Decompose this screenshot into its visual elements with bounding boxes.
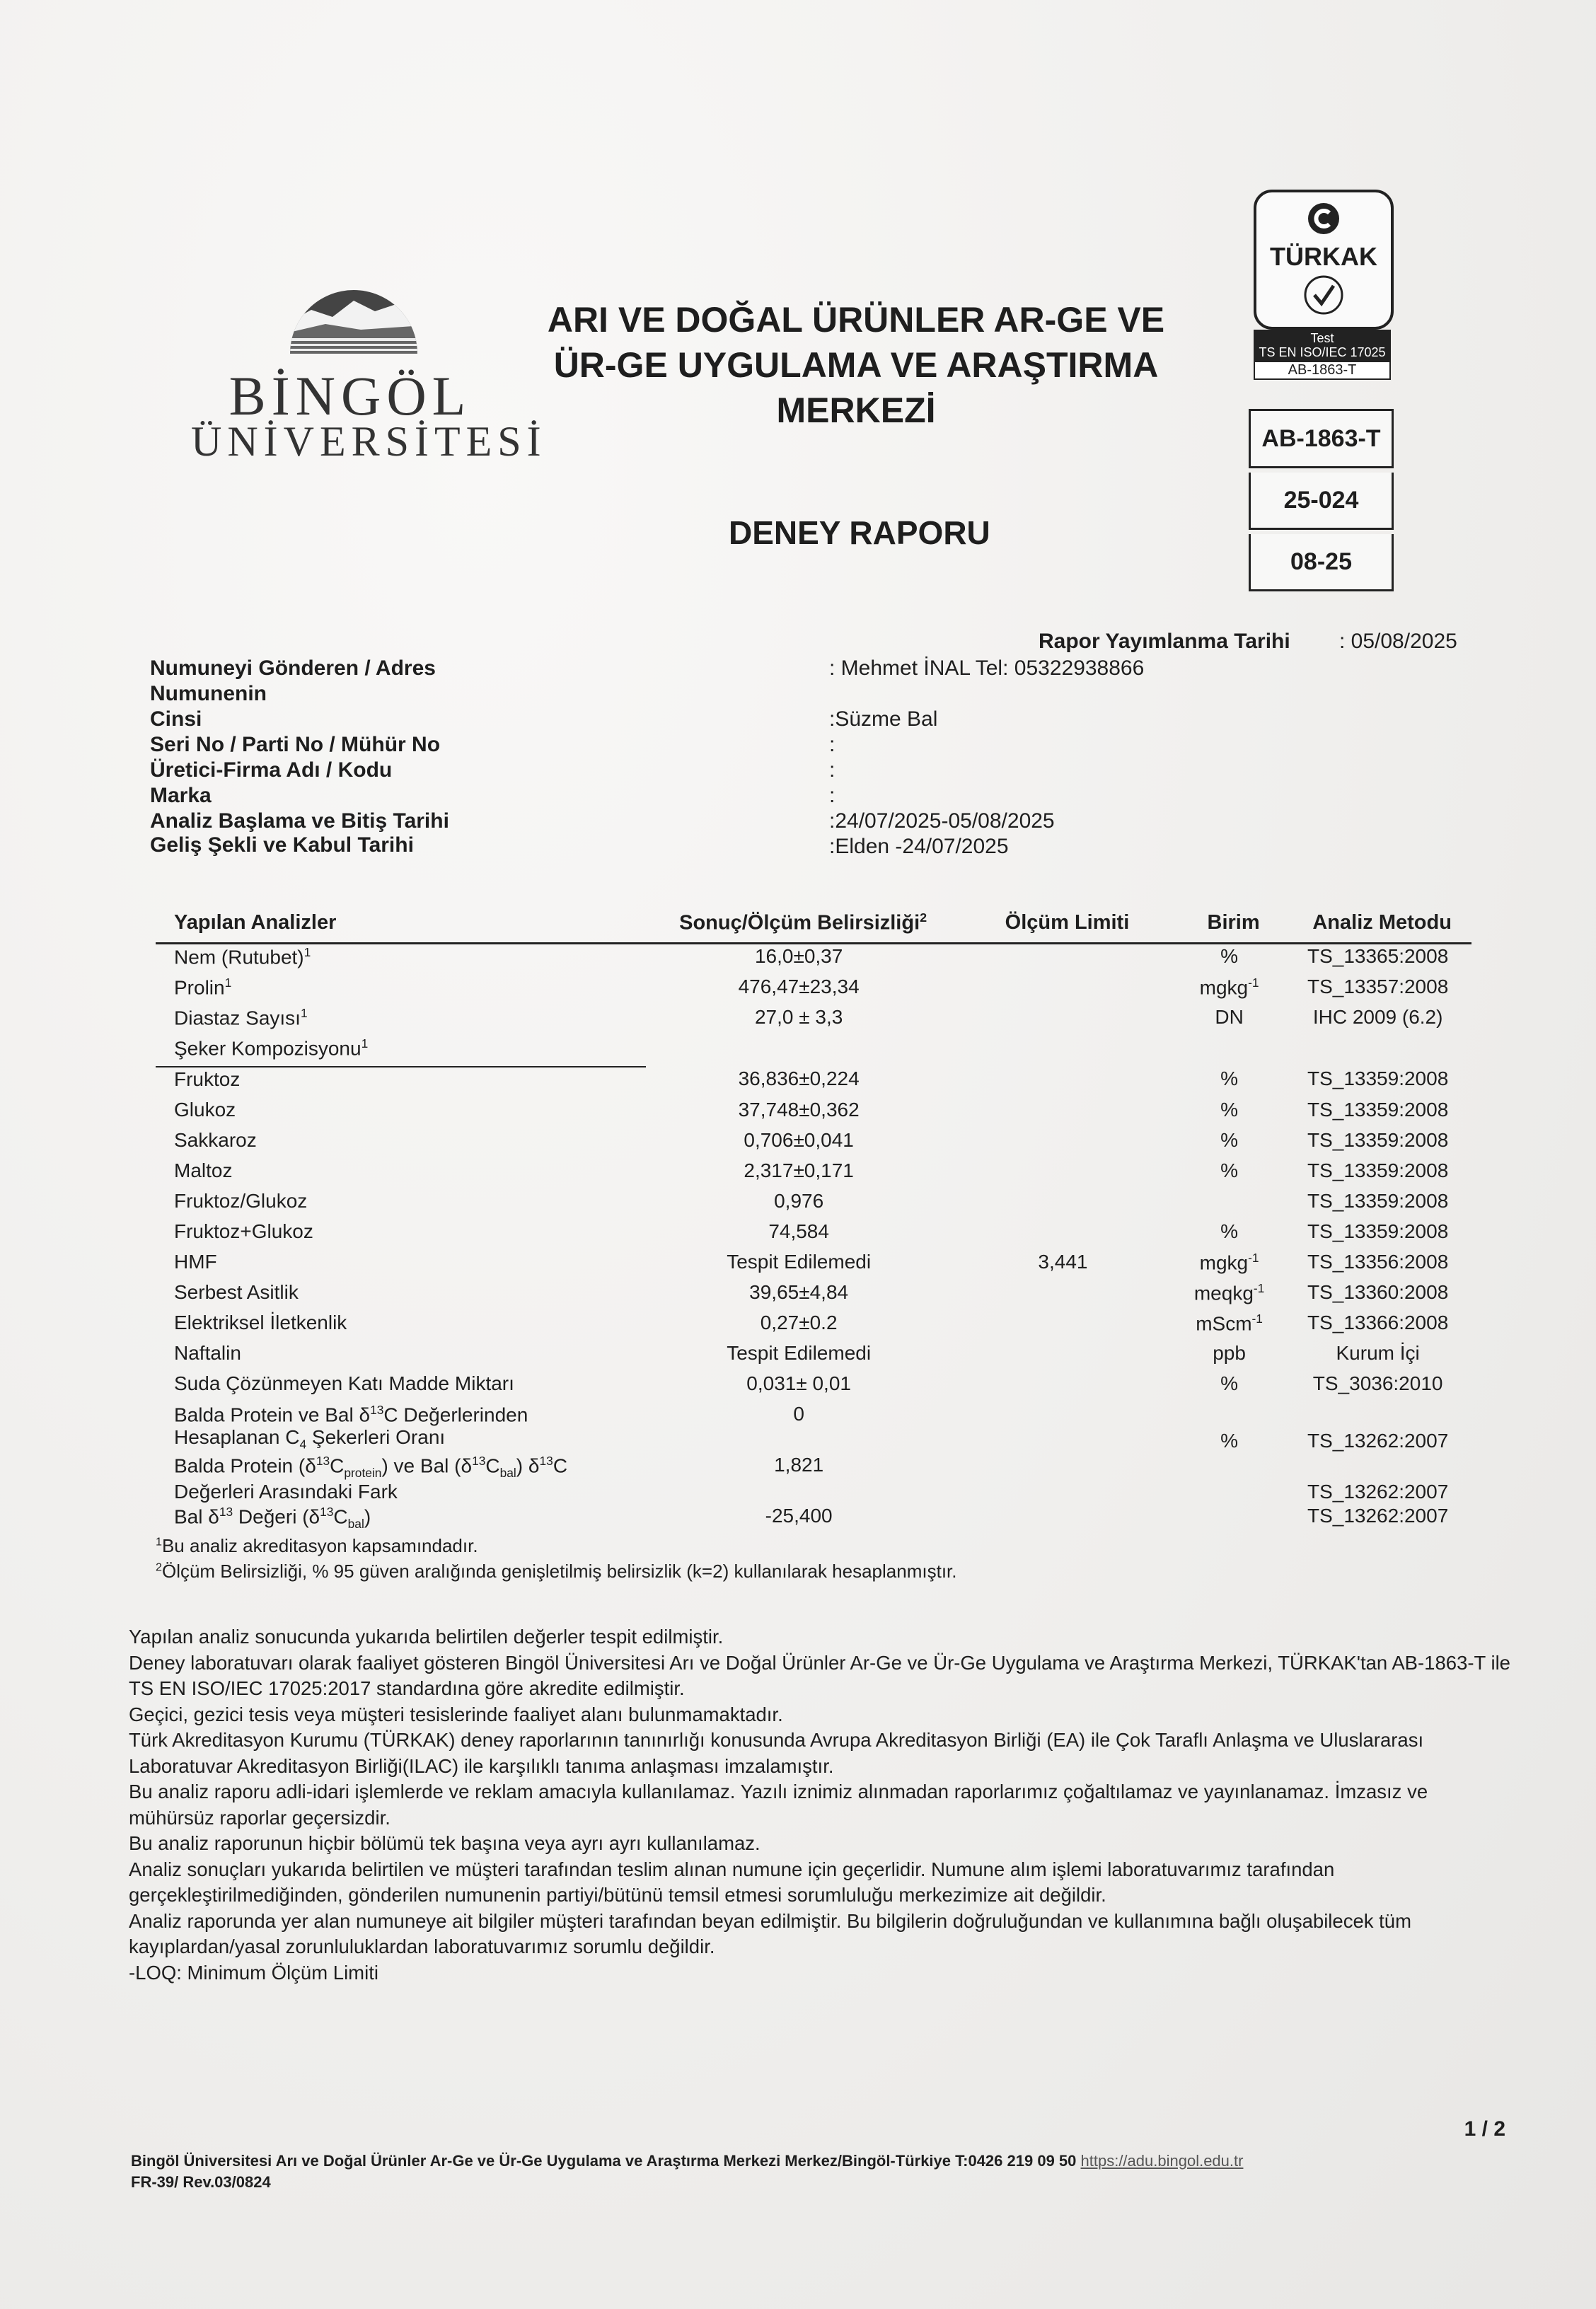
cell-unit <box>1174 1189 1284 1220</box>
cell-limit <box>952 1098 1174 1128</box>
cell-unit: DN <box>1215 1006 1244 1028</box>
info-label-producer: Üretici-Firma Adı / Kodu <box>150 758 393 782</box>
cell-unit: % <box>1220 1067 1239 1089</box>
mountain-logo-icon <box>283 283 424 361</box>
cell-unit: % <box>1220 1220 1239 1242</box>
analysis-table-body <box>156 944 1471 1585</box>
cell-method: TS_13359:2008 <box>1307 1220 1449 1242</box>
table-row <box>156 975 1471 1005</box>
cell-method: TS_13262:2007 <box>1307 1480 1449 1503</box>
col-header-unit: Birim <box>1174 907 1284 944</box>
cell-limit <box>952 1311 1174 1341</box>
center-title-line1: ARI VE DOĞAL ÜRÜNLER AR-GE VE <box>547 300 1165 340</box>
issue-date-label: Rapor Yayımlanma Tarihi <box>1039 630 1290 653</box>
check-mark-icon <box>1302 274 1345 316</box>
cell-unit: % <box>1220 1129 1239 1151</box>
cell-method: TS_13262:2007 <box>1307 1504 1449 1527</box>
cell-result: 2,317±0,171 <box>744 1159 854 1181</box>
cell-limit <box>952 1189 1174 1220</box>
cell-result: 0,976 <box>774 1190 824 1212</box>
cell-result: Tespit Edilemedi <box>727 1342 872 1364</box>
cell-limit <box>952 1280 1174 1311</box>
cell-analysis-name: Şeker Kompozisyonu$^1$ <box>156 1036 646 1067</box>
table-row <box>156 1159 1471 1189</box>
footer-form-code: FR-39/ Rev.03/0824 <box>131 2173 271 2191</box>
table-row <box>156 1036 1471 1067</box>
note-paragraph: Analiz sonuçları yukarıda belirtilen ve müşteri tarafından teslim alınan numune için geçerlidir. Numune alım işlemi laboratuvarımız tarafından gerçekleştirilmediğinden, gönderilen numunenin partiyi/bütünü temsil etmesi sorumluluğu merkezimize ait değildir. <box>129 1858 1335 1906</box>
cell-analysis-name: Elektriksel İletkenlik <box>174 1312 347 1333</box>
cell-analysis-name: HMF <box>174 1251 217 1273</box>
info-label-serial: Seri No / Parti No / Mühür No <box>150 733 441 756</box>
cell-analysis-name: Fruktoz+Glukoz <box>174 1220 313 1242</box>
table-row <box>156 1220 1471 1250</box>
info-label-sample: Numunenin <box>150 682 267 705</box>
info-label-analysis-dates: Analiz Başlama ve Bitiş Tarihi <box>150 809 449 833</box>
cell-unit: mgkg$^{-1}$ <box>1199 976 1259 999</box>
accreditation-mark-icon <box>1306 201 1341 236</box>
cell-method: TS_13357:2008 <box>1307 976 1449 997</box>
report-title: DENEY RAPORU <box>729 514 990 551</box>
cell-analysis-name: Sakkaroz <box>174 1129 257 1151</box>
info-value-arrival: :Elden -24/07/2025 <box>829 835 1009 858</box>
note-paragraph: Bu analiz raporu adli-idari işlemlerde ve reklam amacıyla kullanılamaz. Yazılı iznimiz alınmadan raporlarımız çoğaltılamaz ve yayınlanamaz. İmzasız ve mühürsüz raporlar geçersizdir. <box>129 1781 1428 1829</box>
cell-method: TS_13359:2008 <box>1307 1067 1449 1089</box>
cell-unit: % <box>1220 1429 1239 1452</box>
cell-unit: % <box>1220 945 1239 967</box>
cell-result: 1,821 <box>774 1453 824 1476</box>
turkak-logo <box>1254 190 1394 330</box>
cell-result: -25,400 <box>765 1504 833 1527</box>
cell-limit <box>952 1504 1174 1534</box>
university-logo <box>191 283 547 474</box>
center-title-line2: ÜR-GE UYGULAMA VE ARAŞTIRMA <box>553 345 1159 385</box>
table-row <box>156 1453 1471 1504</box>
cell-result: 27,0 ± 3,3 <box>754 1006 843 1028</box>
footer-website-link[interactable]: https://adu.bingol.edu.tr <box>1080 2152 1244 2170</box>
cell-result: 476,47±23,34 <box>738 976 860 997</box>
info-value-producer: : <box>829 758 835 782</box>
cell-analysis-name: Maltoz <box>174 1159 233 1181</box>
cell-method: TS_3036:2010 <box>1312 1372 1443 1394</box>
footnote-2: $^2$Ölçüm Belirsizliği, % 95 güven aralığında genişletilmiş belirsizlik (k=2) kullanılarak hesaplanmıştır. <box>156 1560 957 1582</box>
cell-limit <box>952 975 1174 1005</box>
table-header-row <box>156 907 1471 944</box>
cell-unit: mScm$^{-1}$ <box>1196 1312 1263 1335</box>
issue-date-value: : 05/08/2025 <box>1339 630 1457 653</box>
cell-unit <box>1174 1504 1284 1534</box>
cell-unit: ppb <box>1213 1342 1246 1364</box>
cell-limit <box>952 1372 1174 1402</box>
info-value-brand: : <box>829 784 835 807</box>
cell-unit: mgkg$^{-1}$ <box>1199 1251 1259 1274</box>
turkak-standard-label: TS EN ISO/IEC 17025 <box>1259 345 1386 359</box>
cell-result <box>646 1036 952 1067</box>
table-row <box>156 1280 1471 1311</box>
cell-method: TS_13356:2008 <box>1307 1251 1449 1273</box>
table-row <box>156 1067 1471 1098</box>
note-paragraph: Bu analiz raporunun hiçbir bölümü tek başına veya ayrı ayrı kullanılamaz. <box>129 1832 761 1854</box>
cell-limit <box>952 1402 1174 1453</box>
report-number: 25-024 <box>1249 473 1394 530</box>
note-paragraph: Deney laboratuvarı olarak faaliyet gösteren Bingöl Üniversitesi Arı ve Doğal Ürünler Ar-Ge ve Ür-Ge Uygulama ve Araştırma Merkezi, TÜRKAK'tan AB-1863-T ile TS EN ISO/IEC 17025:2017 standardına göre akredite edilmiştir. <box>129 1651 1510 1699</box>
cell-method: TS_13359:2008 <box>1307 1129 1449 1151</box>
cell-method: Kurum İçi <box>1336 1342 1420 1364</box>
cell-analysis-name: Prolin$^1$ <box>174 976 232 999</box>
info-label-type: Cinsi <box>150 707 202 731</box>
cell-result: 36,836±0,224 <box>738 1067 860 1089</box>
cell-analysis-name: Suda Çözünmeyen Katı Madde Miktarı <box>174 1372 514 1394</box>
cell-analysis-name: Serbest Asitlik <box>174 1281 299 1303</box>
table-row <box>156 1005 1471 1036</box>
cell-result: Tespit Edilemedi <box>727 1251 872 1273</box>
cell-analysis-name: Fruktoz/Glukoz <box>174 1190 308 1212</box>
report-notes <box>129 1624 1515 1986</box>
cell-limit <box>952 944 1174 976</box>
note-paragraph: Yapılan analiz sonucunda yukarıda belirtilen değerler tespit edilmiştir. <box>129 1626 724 1648</box>
table-row <box>156 1341 1471 1372</box>
cell-unit <box>1174 1036 1284 1067</box>
cell-method <box>1284 1036 1471 1067</box>
info-label-arrival: Geliş Şekli ve Kabul Tarihi <box>150 833 414 857</box>
turkak-test-strip <box>1254 330 1391 361</box>
col-header-analysis: Yapılan Analizler <box>156 907 646 944</box>
cell-method: TS_13359:2008 <box>1307 1159 1449 1181</box>
cell-method: TS_13262:2007 <box>1307 1429 1449 1452</box>
note-paragraph: Türk Akreditasyon Kurumu (TÜRKAK) deney raporlarının tanınırlığı konusunda Avrupa Akreditasyon Birliği (EA) ile Çok Taraflı Anlaşma ve Uluslararası Laboratuvar Akreditasyon Birliği(ILAC) ile karşılıklı tanıma anlaşması imzalamıştır. <box>129 1729 1424 1777</box>
table-row <box>156 1311 1471 1341</box>
cell-limit <box>952 1220 1174 1250</box>
cell-unit: % <box>1220 1159 1239 1181</box>
cell-result: 74,584 <box>768 1220 829 1242</box>
report-month-code: 08-25 <box>1249 534 1394 591</box>
cell-result: 39,65±4,84 <box>749 1281 849 1303</box>
table-row <box>156 1402 1471 1453</box>
cell-analysis-name: Glukoz <box>174 1099 236 1121</box>
cell-result: 0 <box>793 1403 804 1425</box>
university-name-line2: ÜNİVERSİTESİ <box>191 418 547 465</box>
cell-result: 16,0±0,37 <box>754 945 843 967</box>
col-header-limit: Ölçüm Limiti <box>952 907 1174 944</box>
cell-result: 37,748±0,362 <box>738 1099 860 1121</box>
note-paragraph: Analiz raporunda yer alan numuneye ait bilgiler müşteri tarafından beyan edilmiştir. Bu bilgilerin doğruluğundan ve kullanımına bağlı oluşabilecek tüm kayıplardan/yasal zorunluluklardan laboratuvarımız sorumlu değildir. <box>129 1909 1411 1957</box>
table-row <box>156 1504 1471 1534</box>
page-footer <box>131 2151 1243 2193</box>
cell-limit <box>952 1453 1174 1504</box>
table-row <box>156 1372 1471 1402</box>
cell-limit <box>952 1005 1174 1036</box>
info-value-sender: : Mehmet İNAL Tel: 05322938866 <box>829 656 1145 680</box>
col-header-result: Sonuç/Ölçüm Belirsizliği$^2$ <box>646 907 952 944</box>
info-label-sender: Numuneyi Gönderen / Adres <box>150 656 436 680</box>
center-title-line3: MERKEZİ <box>776 390 936 430</box>
note-paragraph: Geçici, gezici tesis veya müşteri tesislerinde faaliyet alanı bulunmamaktadır. <box>129 1703 783 1725</box>
cell-method: IHC 2009 (6.2) <box>1312 1006 1443 1028</box>
cell-limit <box>952 1128 1174 1159</box>
table-row <box>156 1189 1471 1220</box>
cell-method: TS_13360:2008 <box>1307 1281 1449 1303</box>
cell-analysis-name: Nem (Rutubet)$^1$ <box>174 945 311 968</box>
info-value-type: :Süzme Bal <box>829 707 938 731</box>
table-row <box>156 944 1471 976</box>
info-value-serial: : <box>829 733 835 756</box>
cell-unit <box>1174 1453 1284 1504</box>
cell-result: 0,031± 0,01 <box>746 1372 851 1394</box>
cell-analysis-name: Naftalin <box>174 1342 241 1364</box>
cell-method: TS_13359:2008 <box>1307 1190 1449 1212</box>
table-footnote-row <box>156 1560 1471 1585</box>
cell-unit: % <box>1220 1372 1239 1394</box>
cell-limit <box>952 1159 1174 1189</box>
cell-limit <box>952 1036 1174 1067</box>
page-number: 1 / 2 <box>1464 2117 1505 2141</box>
table-row <box>156 1250 1471 1280</box>
cell-result: 0,27±0.2 <box>760 1312 838 1333</box>
note-paragraph: -LOQ: Minimum Ölçüm Limiti <box>129 1961 378 1984</box>
analysis-table <box>156 907 1471 1585</box>
turkak-code-small: AB-1863-T <box>1254 361 1391 380</box>
cell-analysis-name: Balda Protein ve Bal $\delta^{13}C$ Değerlerinden Hesaplanan $C_4$ Şekerleri Oranı <box>174 1403 528 1452</box>
col-header-method: Analiz Metodu <box>1284 907 1471 944</box>
university-name-line1: BİNGÖL <box>229 365 472 427</box>
cell-result: 0,706±0,041 <box>744 1129 854 1151</box>
cell-limit <box>952 1067 1174 1098</box>
table-row <box>156 1098 1471 1128</box>
turkak-badge <box>1249 190 1394 398</box>
cell-limit <box>952 1341 1174 1372</box>
turkak-test-label: Test <box>1310 331 1334 345</box>
cell-method: TS_13359:2008 <box>1307 1099 1449 1121</box>
cell-unit: meqkg$^{-1}$ <box>1193 1281 1265 1304</box>
info-label-brand: Marka <box>150 784 212 807</box>
table-row <box>156 1128 1471 1159</box>
footer-address: Bingöl Üniversitesi Arı ve Doğal Ürünler Ar-Ge ve Ür-Ge Uygulama ve Araştırma Merkezi Merkez/Bingöl-Türkiye T:0426 219 09 50 https://adu.bingol.edu.tr <box>131 2152 1244 2170</box>
table-footnote-row <box>156 1534 1471 1560</box>
accreditation-number: AB-1863-T <box>1249 409 1394 468</box>
cell-method: TS_13365:2008 <box>1307 945 1449 967</box>
turkak-brand: TÜRKAK <box>1270 242 1377 271</box>
cell-analysis-name: Bal $\delta^{13}$ Değeri $(\delta^{13}C_{bal})$ <box>174 1504 371 1531</box>
info-value-analysis-dates: :24/07/2025-05/08/2025 <box>829 809 1055 833</box>
footnote-1: $^1$Bu analiz akreditasyon kapsamındadır. <box>156 1534 478 1556</box>
cell-analysis-name: Fruktoz <box>174 1068 241 1090</box>
cell-method: TS_13366:2008 <box>1307 1312 1449 1333</box>
center-title <box>524 297 1189 433</box>
cell-unit: % <box>1220 1099 1239 1121</box>
cell-analysis-name: Balda Protein $(\delta^{13}C_{protein})$ ve Bal $(\delta^{13}C_{bal})$ $\delta^{13}C$ Değerleri Arasındaki Fark <box>174 1453 568 1503</box>
cell-analysis-name: Diastaz Sayısı$^1$ <box>174 1006 308 1029</box>
cell-limit: 3,441 <box>1038 1251 1088 1273</box>
report-id-boxes <box>1249 409 1394 591</box>
